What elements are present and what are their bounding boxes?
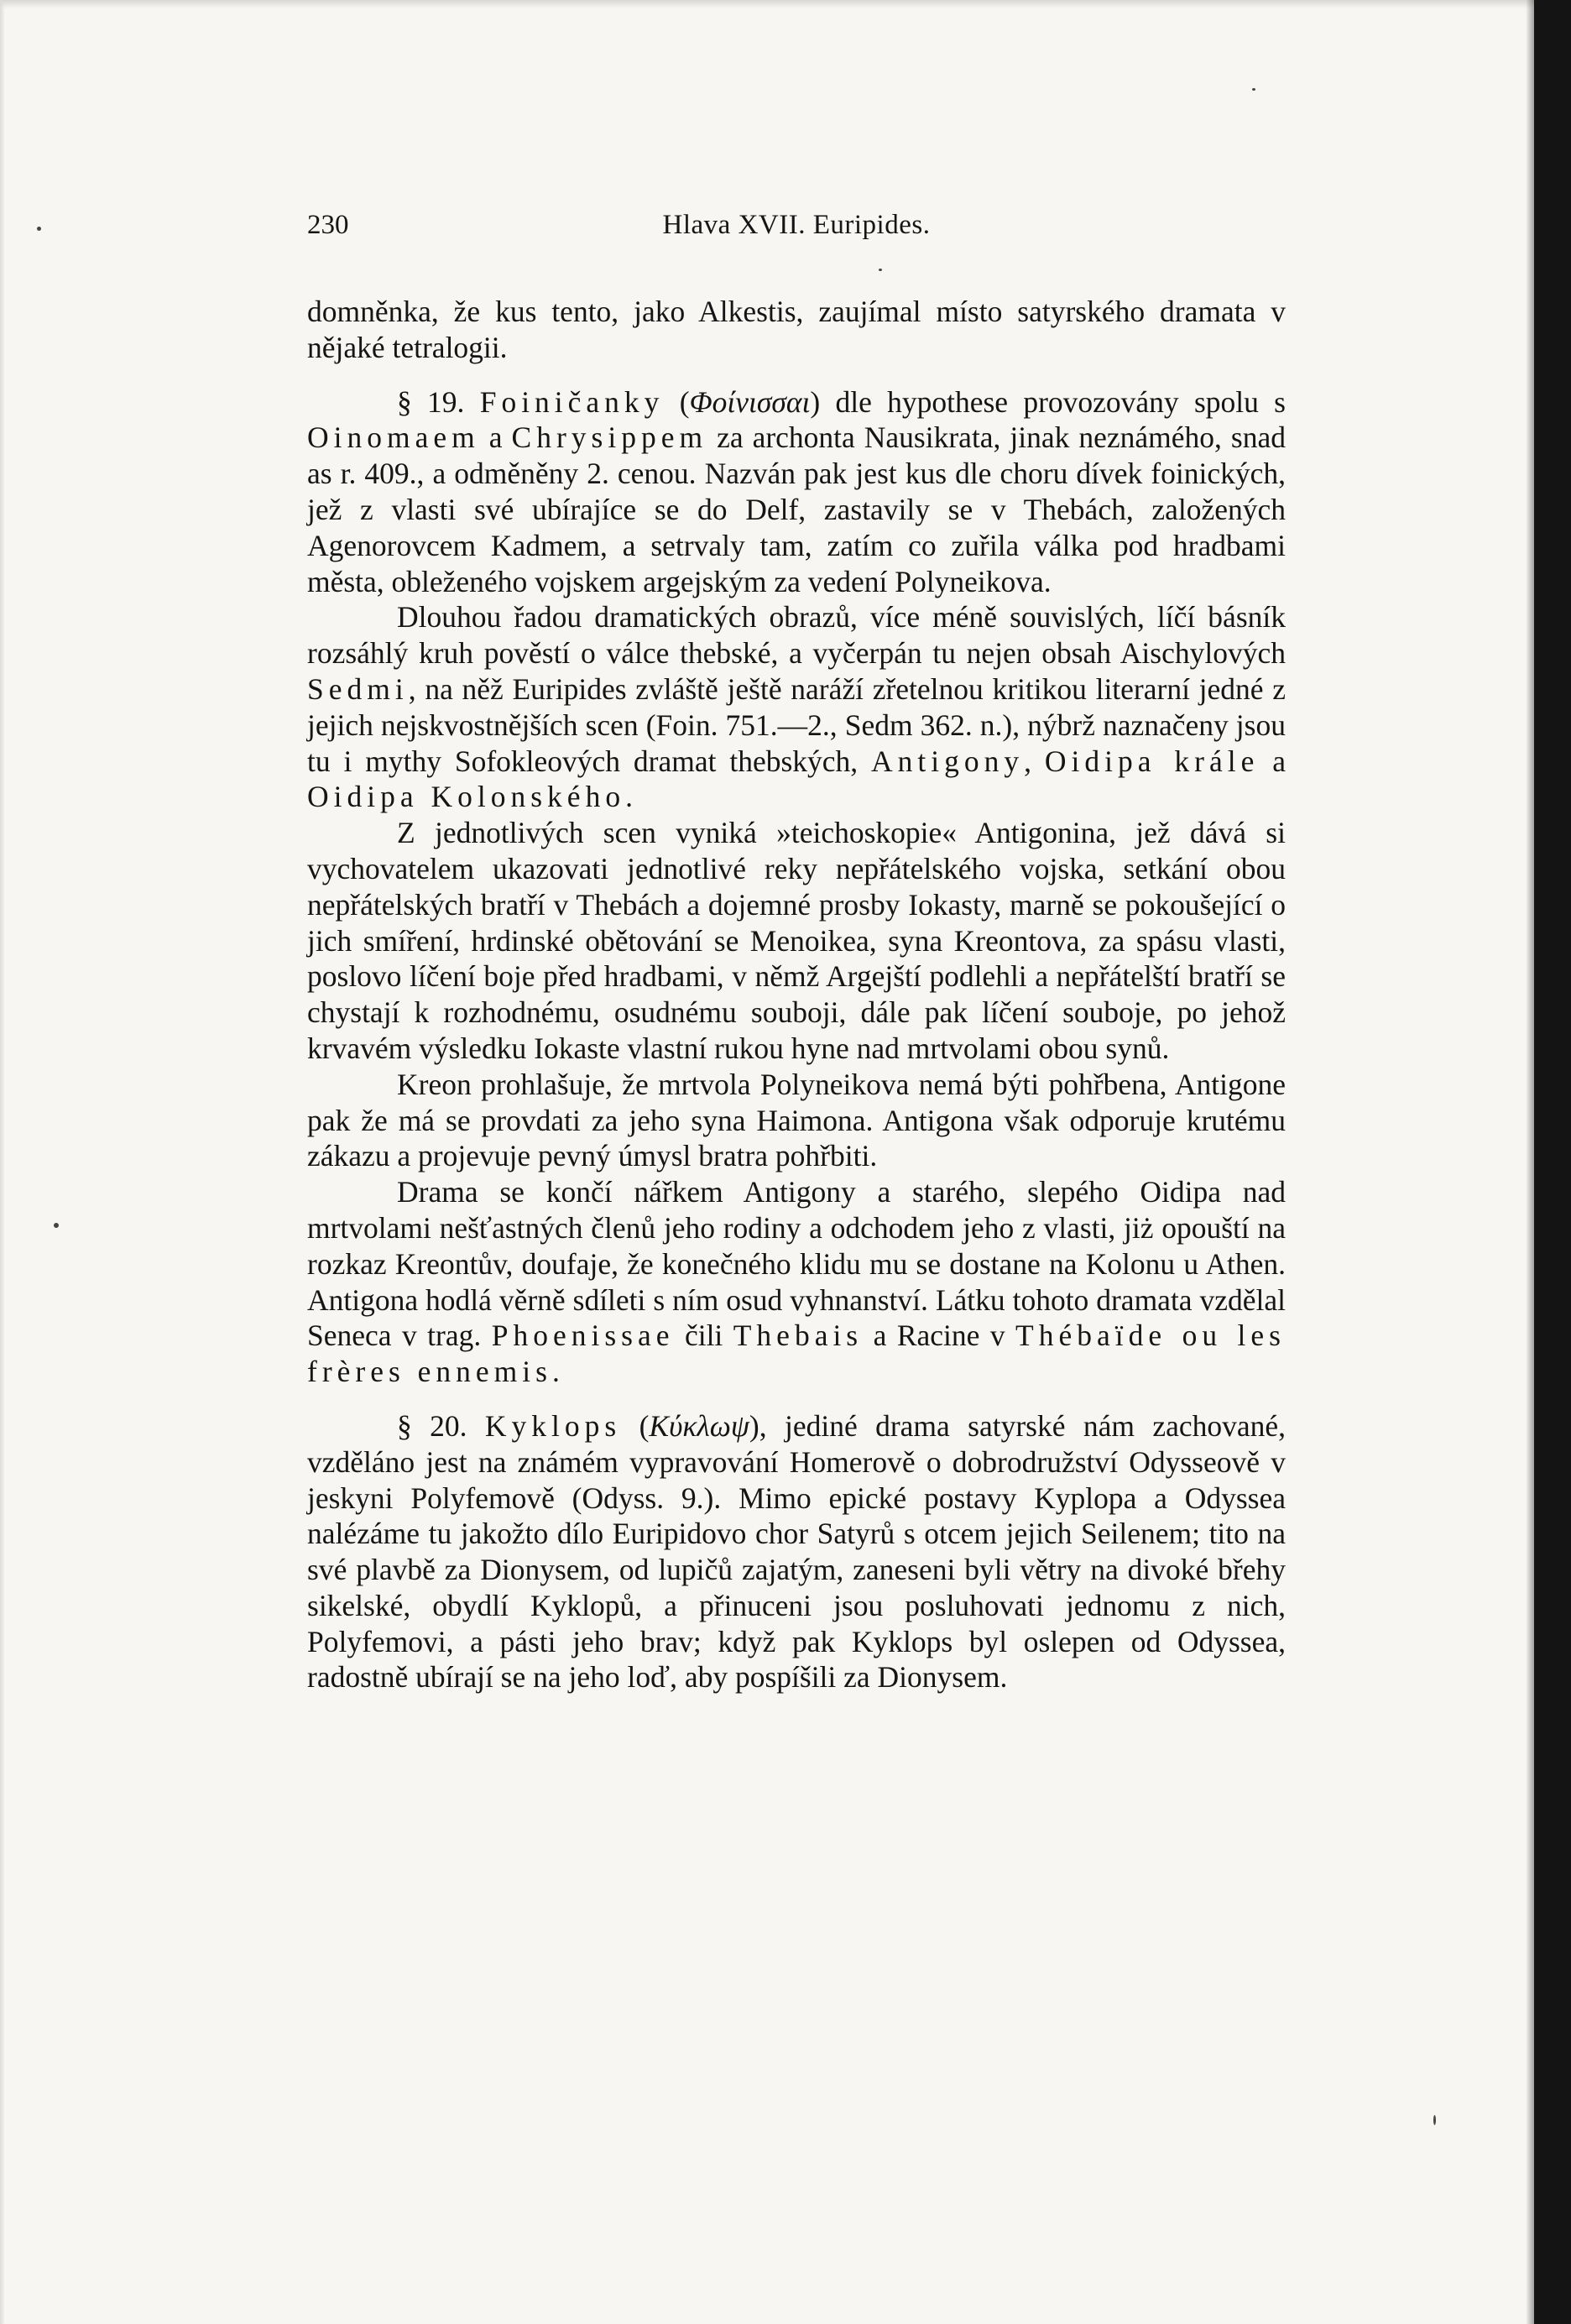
text-run: ( xyxy=(621,1408,650,1443)
text-run: . xyxy=(551,1355,560,1389)
paragraph xyxy=(307,1174,1286,1390)
play-title: Thebais xyxy=(733,1319,864,1353)
paragraph-continuation: domněnka, že kus tento, jako Alkestis, zaujímal místo satyrského dramata v nějaké tetralogii. xyxy=(307,295,1286,364)
book-page xyxy=(307,206,1286,1695)
section-number: § 20. xyxy=(397,1408,485,1443)
body-text xyxy=(307,294,1286,1695)
text-run: ) dle hypothese provozovány spolu s xyxy=(810,384,1287,419)
play-title: Chrysippem xyxy=(511,420,708,455)
text-run: , na něž Euripides zvláště ještě naráží zřetelnou kritikou literarní jedné z jejich nejskvostnějších scen (Foin. 751.—2., Sedm 362. n.), nýbrž naznačeny jsou tu i mythy Sofokleových dramat thebských, xyxy=(307,671,1286,778)
scan-speck xyxy=(54,1223,59,1228)
text-run: . xyxy=(625,780,633,814)
scan-speck xyxy=(1252,88,1255,91)
play-title: Antigony xyxy=(871,744,1025,778)
page-number: 230 xyxy=(307,210,349,240)
text-run: , xyxy=(1024,744,1045,778)
text-run: Drama se končí nářkem Antigony a starého, slepého Oidipa nad mrtvolami nešťastných členů jeho rodiny a odchodem jeho z vlasti, jiż opouští na rozkaz Kreontův, doufaje, že konečného klidu mu se dostane na Kolonu u Athen. Antigona hodlá věrně sdíleti s ním osud vyhnanství. Látku tohoto dramata vzdělal Seneca v trag. xyxy=(307,1175,1286,1353)
play-title: Foiničanky xyxy=(479,384,665,419)
scan-speck xyxy=(1433,2115,1436,2125)
play-title: Phoenissae xyxy=(491,1319,675,1353)
greek-title: Φοίνισσαι xyxy=(689,384,811,419)
play-title: Sedmi xyxy=(307,671,409,706)
text-run: čili xyxy=(674,1319,733,1353)
scan-dark-edge xyxy=(1534,0,1571,2324)
play-title: Thébaïde ou les frères ennemis xyxy=(307,1319,1286,1389)
text-run: Dlouhou řadou dramatických obrazů, více méně souvislých, líčí básník rozsáhlý kruh pověstí o válce thebské, a vyčerpán tu nejen obsah Aischylových xyxy=(307,600,1286,671)
play-title: Oinomaem xyxy=(307,420,480,455)
text-run: a Racine v xyxy=(863,1319,1016,1353)
text-run: za archonta Nausikrata, jinak neznámého, snad as r. 409., a odměněny 2. cenou. Nazván pak jest kus dle choru dívek foinických, jež z vlasti své ubírajíce se do Delf, zastavily se v Thebách, založených Agenorovcem Kadmem, a setrvaly tam, zatím co zuřila válka pod hradbami města, obleženého vojskem argejským za vedení Polyneikova. xyxy=(307,420,1286,598)
text-run: a xyxy=(479,420,512,455)
greek-title: Κύκλωψ xyxy=(649,1408,749,1443)
scan-speck xyxy=(37,227,41,231)
section-number: § 19. xyxy=(397,384,480,419)
paragraph: Z jednotlivých scen vyniká »teichoskopie« Antigonina, jež dává si vychovatelem ukazovati jednotlivé reky nepřátelského vojska, setkání obou nepřátelských bratří v Thebách a dojemné prosby Iokasty, marně se pokoušející o jich smíření, hrdinské obětování se Menoikea, syna Kreontova, za spásu vlasti, poslovo líčení boje před hradbami, v němž Argejští podlehli a nepřátelští bratří se chystají k rozhodnému, osudnému souboji, dále pak líčení souboje, po jehož krvavém výsledku Iokaste vlastní rukou hyne nad mrtvolami obou synů. xyxy=(307,816,1286,1065)
page-top-shadow xyxy=(0,0,1534,8)
play-title: Oidipa Kolonského xyxy=(307,780,626,814)
paragraph xyxy=(307,599,1286,815)
text-run: ), jediné drama satyrské nám zachované, vzděláno jest na známém vypravování Homerově o dobrodružství Odysseově v jeskyni Polyfemově (Odyss. 9.). Mimo epické postavy Kyplopa a Odyssea nalézáme tu jakožto dílo Euripidovo chor Satyrů s otcem jejich Seilenem; tito na své plavbě za Dionysem, od lupičů zajatým, zaneseni byli větry na divoké břehy sikelské, obydlí Kyklopů, a přinuceni jsou posluhovati jednomu z nich, Polyfemovi, a pásti jeho brav; když pak Kyklops byl oslepen od Odyssea, radostně ubírají se na jeho loď, aby pospíšili za Dionysem. xyxy=(307,1408,1287,1695)
page-left-shadow xyxy=(0,0,5,2324)
play-title: Kyklops xyxy=(484,1408,622,1443)
text-run: ( xyxy=(664,384,690,419)
running-header xyxy=(307,206,1286,244)
section-19-paragraph xyxy=(307,384,1286,600)
play-title: Oidipa krále xyxy=(1044,744,1260,778)
section-20-paragraph xyxy=(307,1408,1286,1695)
text-run: a xyxy=(1259,744,1286,778)
chapter-title: Hlava XVII. Euripides. xyxy=(662,210,931,240)
paragraph: Kreon prohlašuje, že mrtvola Polyneikova nemá býti pohřbena, Antigone pak že má se provdati za jeho syna Haimona. Antigona však odporuje krutému zákazu a projevuje pevný úmysl bratra pohřbiti. xyxy=(307,1067,1286,1173)
